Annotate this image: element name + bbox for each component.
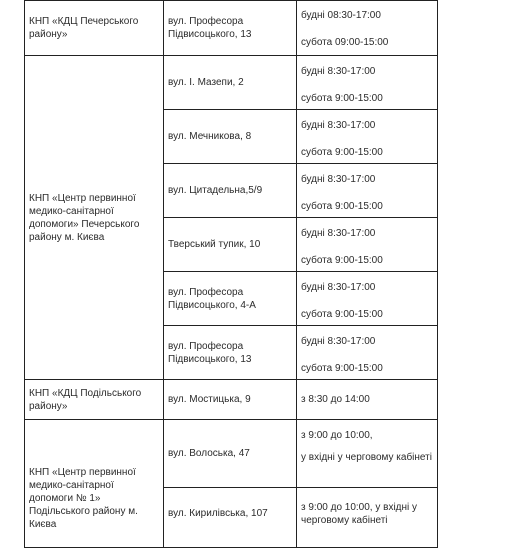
weekday-hours: будні 8:30-17:00 bbox=[301, 282, 376, 293]
hours-cell: з 8:30 до 14:00 bbox=[297, 380, 438, 420]
address-cell: Тверський тупик, 10 bbox=[164, 218, 297, 272]
saturday-hours: субота 9:00-15:00 bbox=[301, 147, 383, 158]
hours-line: у вхідні у черговому кабінеті bbox=[301, 452, 432, 463]
hours-cell bbox=[297, 326, 438, 380]
saturday-hours: субота 9:00-15:00 bbox=[301, 201, 383, 212]
address-cell: вул. Професора Підвисоцького, 13 bbox=[164, 1, 297, 56]
weekday-hours: будні 8:30-17:00 bbox=[301, 336, 376, 347]
org-cell: КНП «КДЦ Печерського району» bbox=[25, 1, 164, 56]
hours-line: з 9:00 до 10:00, bbox=[301, 430, 373, 441]
org-cell: КНП «Центр первинної медико-санітарної допомоги № 1» Подільського району м. Києва bbox=[25, 420, 164, 548]
address-cell: вул. І. Мазепи, 2 bbox=[164, 56, 297, 110]
schedule-table bbox=[24, 0, 438, 548]
hours-cell bbox=[297, 272, 438, 326]
hours-cell bbox=[297, 420, 438, 488]
address-cell: вул. Мечникова, 8 bbox=[164, 110, 297, 164]
saturday-hours: субота 9:00-15:00 bbox=[301, 309, 383, 320]
hours-cell bbox=[297, 56, 438, 110]
org-cell: КНП «Центр первинної медико-санітарної допомоги» Печерського району м. Києва bbox=[25, 56, 164, 380]
weekday-hours: будні 8:30-17:00 bbox=[301, 228, 376, 239]
address-cell: вул. Професора Підвисоцького, 4-А bbox=[164, 272, 297, 326]
table-row bbox=[25, 1, 438, 56]
address-cell: вул. Професора Підвисоцького, 13 bbox=[164, 326, 297, 380]
table-row bbox=[25, 380, 438, 420]
table-row bbox=[25, 56, 438, 110]
hours-cell bbox=[297, 218, 438, 272]
hours-cell bbox=[297, 1, 438, 56]
table-row bbox=[25, 420, 438, 488]
weekday-hours: будні 8:30-17:00 bbox=[301, 66, 376, 77]
hours-cell: з 9:00 до 10:00, у вхідні у черговому кабінеті bbox=[297, 488, 438, 548]
saturday-hours: субота 9:00-15:00 bbox=[301, 93, 383, 104]
weekday-hours: будні 8:30-17:00 bbox=[301, 174, 376, 185]
address-cell: вул. Кирилівська, 107 bbox=[164, 488, 297, 548]
saturday-hours: субота 9:00-15:00 bbox=[301, 255, 383, 266]
weekday-hours: будні 08:30-17:00 bbox=[301, 10, 381, 21]
saturday-hours: субота 09:00-15:00 bbox=[301, 37, 389, 48]
saturday-hours: субота 9:00-15:00 bbox=[301, 363, 383, 374]
address-cell: вул. Волоська, 47 bbox=[164, 420, 297, 488]
address-cell: вул. Цитадельна,5/9 bbox=[164, 164, 297, 218]
address-cell: вул. Мостицька, 9 bbox=[164, 380, 297, 420]
weekday-hours: будні 8:30-17:00 bbox=[301, 120, 376, 131]
hours-cell bbox=[297, 110, 438, 164]
hours-cell bbox=[297, 164, 438, 218]
org-cell: КНП «КДЦ Подільського району» bbox=[25, 380, 164, 420]
